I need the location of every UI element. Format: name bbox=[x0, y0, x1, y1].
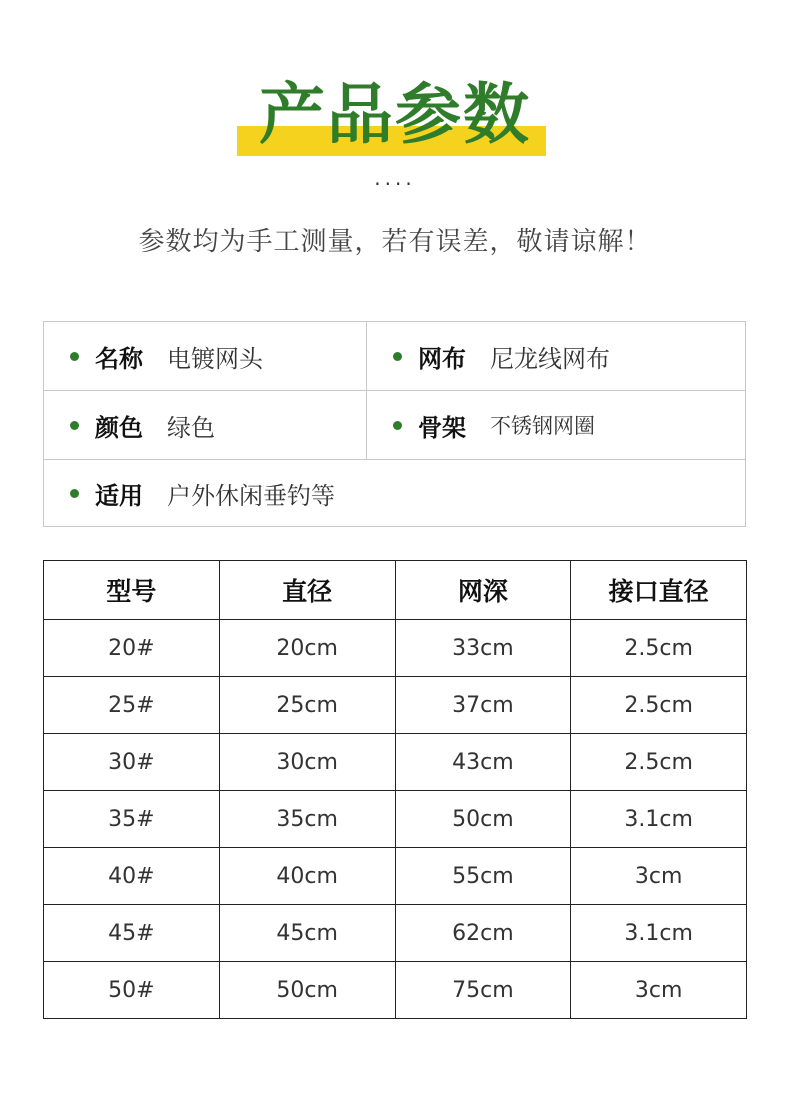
spec-value: 尼龙线网布 bbox=[490, 344, 610, 373]
spec-row bbox=[44, 460, 745, 526]
table-header-row bbox=[44, 561, 747, 620]
table-row bbox=[44, 905, 747, 962]
header-depth: 网深 bbox=[395, 561, 571, 620]
spec-value: 户外休闲垂钓等 bbox=[167, 481, 335, 510]
bullet-icon bbox=[70, 352, 79, 361]
cell-connector: 3.1cm bbox=[571, 791, 747, 848]
spec-label: 颜色 bbox=[95, 413, 143, 442]
cell-depth: 43cm bbox=[395, 734, 571, 791]
cell-connector: 3cm bbox=[571, 962, 747, 1019]
cell-connector: 2.5cm bbox=[571, 620, 747, 677]
cell-diameter: 30cm bbox=[219, 734, 395, 791]
cell-depth: 37cm bbox=[395, 677, 571, 734]
spec-item-frame bbox=[367, 391, 745, 459]
table-row bbox=[44, 620, 747, 677]
bullet-icon bbox=[70, 421, 79, 430]
header-model: 型号 bbox=[44, 561, 220, 620]
subtitle: 参数均为手工测量，若有误差，敬请谅解！ bbox=[138, 227, 652, 257]
cell-diameter: 45cm bbox=[219, 905, 395, 962]
cell-connector: 2.5cm bbox=[571, 677, 747, 734]
cell-depth: 33cm bbox=[395, 620, 571, 677]
spec-value: 不锈钢网圈 bbox=[490, 414, 595, 438]
table-row bbox=[44, 848, 747, 905]
spec-item-color bbox=[44, 391, 367, 459]
cell-model: 45# bbox=[44, 905, 220, 962]
spec-row bbox=[44, 322, 745, 391]
spec-item-usage bbox=[44, 460, 745, 526]
bullet-icon bbox=[393, 352, 402, 361]
spec-item-mesh bbox=[367, 322, 745, 390]
cell-connector: 3cm bbox=[571, 848, 747, 905]
spec-label: 网布 bbox=[418, 344, 466, 373]
bullet-icon bbox=[70, 489, 79, 498]
spec-item-name bbox=[44, 322, 367, 390]
table-row bbox=[44, 791, 747, 848]
cell-diameter: 50cm bbox=[219, 962, 395, 1019]
cell-depth: 55cm bbox=[395, 848, 571, 905]
page-title: 产品参数 bbox=[259, 76, 531, 153]
cell-depth: 50cm bbox=[395, 791, 571, 848]
bullet-icon bbox=[393, 421, 402, 430]
size-table bbox=[43, 560, 747, 1019]
spec-value: 绿色 bbox=[167, 413, 215, 442]
cell-connector: 2.5cm bbox=[571, 734, 747, 791]
cell-depth: 62cm bbox=[395, 905, 571, 962]
header-diameter: 直径 bbox=[219, 561, 395, 620]
cell-depth: 75cm bbox=[395, 962, 571, 1019]
header-connector: 接口直径 bbox=[571, 561, 747, 620]
title-dots: .... bbox=[374, 166, 416, 190]
table-row bbox=[44, 734, 747, 791]
spec-label: 适用 bbox=[95, 481, 143, 510]
table-row bbox=[44, 677, 747, 734]
cell-connector: 3.1cm bbox=[571, 905, 747, 962]
cell-model: 25# bbox=[44, 677, 220, 734]
table-row bbox=[44, 962, 747, 1019]
spec-label: 骨架 bbox=[418, 413, 466, 442]
cell-model: 30# bbox=[44, 734, 220, 791]
cell-model: 35# bbox=[44, 791, 220, 848]
spec-label: 名称 bbox=[95, 344, 143, 373]
cell-diameter: 25cm bbox=[219, 677, 395, 734]
cell-diameter: 20cm bbox=[219, 620, 395, 677]
spec-box bbox=[43, 321, 746, 527]
spec-value: 电镀网头 bbox=[167, 344, 263, 373]
spec-row bbox=[44, 391, 745, 460]
cell-model: 50# bbox=[44, 962, 220, 1019]
title-block bbox=[0, 72, 790, 162]
cell-diameter: 35cm bbox=[219, 791, 395, 848]
cell-diameter: 40cm bbox=[219, 848, 395, 905]
cell-model: 20# bbox=[44, 620, 220, 677]
cell-model: 40# bbox=[44, 848, 220, 905]
